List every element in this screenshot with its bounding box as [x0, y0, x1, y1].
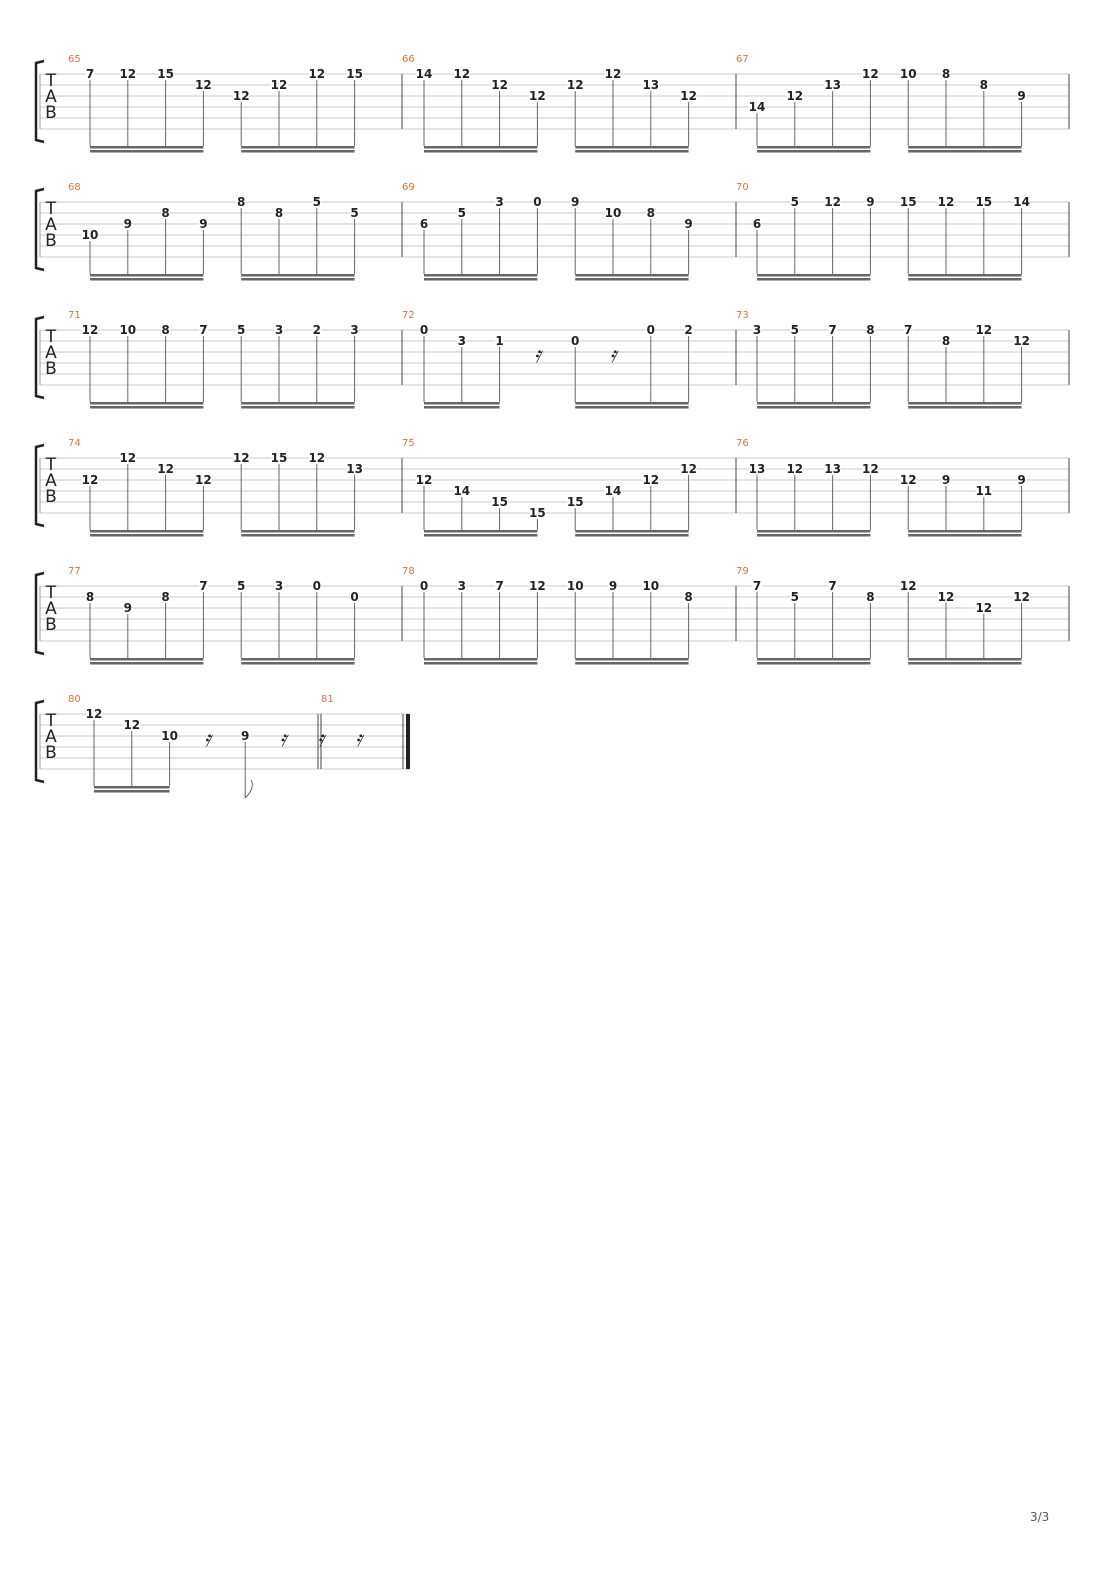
tab-clef-letter: B: [45, 359, 57, 379]
beam: [90, 406, 203, 409]
measure-number: 72: [402, 310, 415, 321]
fret-number: 14: [748, 100, 766, 114]
fret-number: 15: [157, 67, 174, 81]
measure-number: 73: [736, 310, 749, 321]
tab-clef-letter: T: [45, 455, 57, 475]
measure-number: 70: [736, 182, 749, 193]
beam: [241, 406, 354, 409]
fret-number: 12: [680, 89, 697, 103]
measure-number: 71: [68, 310, 81, 321]
beam: [241, 150, 354, 153]
measure-number: 66: [402, 54, 415, 65]
fret-number: 3: [495, 195, 504, 209]
fret-number: 10: [642, 579, 660, 593]
beam: [757, 402, 870, 405]
fret-number: 5: [790, 323, 799, 337]
beam: [575, 278, 688, 281]
beam: [241, 274, 354, 277]
fret-number: 15: [270, 451, 288, 465]
fret-number: 7: [828, 323, 837, 337]
fret-number: 13: [346, 462, 363, 476]
fret-number: 12: [862, 462, 879, 476]
beam: [241, 402, 354, 405]
fret-number: 12: [529, 579, 546, 593]
fret-number: 0: [350, 590, 359, 604]
beam: [757, 406, 870, 409]
fret-number: 12: [81, 473, 99, 487]
fret-number: 9: [1017, 473, 1026, 487]
fret-number: 9: [571, 195, 580, 209]
fret-number: 5: [457, 206, 466, 220]
beam: [424, 658, 537, 661]
fret-number: 8: [161, 206, 170, 220]
fret-number: 13: [824, 462, 841, 476]
fret-number: 9: [684, 217, 693, 231]
beam: [424, 530, 537, 533]
beam: [908, 150, 1021, 153]
beam: [908, 274, 1021, 277]
fret-number: 5: [790, 195, 799, 209]
fret-number: 5: [237, 323, 246, 337]
fret-number: 10: [899, 67, 917, 81]
beam: [90, 278, 203, 281]
sixteenth-rest: 𝄿: [534, 343, 541, 368]
beam: [908, 662, 1021, 665]
fret-number: 12: [862, 67, 879, 81]
fret-number: 8: [161, 323, 170, 337]
fret-number: 12: [81, 323, 99, 337]
fret-number: 3: [350, 323, 359, 337]
measure-number: 79: [736, 566, 749, 577]
fret-number: 12: [232, 451, 250, 465]
fret-number: 12: [1013, 334, 1030, 348]
fret-number: 13: [748, 462, 766, 476]
fret-number: 7: [904, 323, 913, 337]
fret-number: 0: [419, 323, 429, 337]
tab-clef-letter: A: [45, 343, 57, 363]
fret-number: 10: [566, 579, 584, 593]
measure-number: 76: [736, 438, 749, 449]
beam: [424, 278, 537, 281]
beam: [575, 530, 688, 533]
beam: [757, 278, 870, 281]
beam: [757, 534, 870, 537]
fret-number: 9: [123, 601, 132, 615]
beam: [90, 658, 203, 661]
measure-number: 67: [736, 54, 749, 65]
fret-number: 12: [786, 89, 804, 103]
staff-system: [36, 566, 1069, 665]
fret-number: 12: [85, 707, 103, 721]
beam: [90, 662, 203, 665]
fret-number: 8: [866, 323, 875, 337]
fret-number: 12: [529, 89, 546, 103]
sixteenth-rest: 𝄿: [204, 727, 211, 752]
fret-number: 12: [899, 579, 917, 593]
fret-number: 0: [419, 579, 429, 593]
fret-number: 14: [1013, 195, 1030, 209]
beam: [908, 658, 1021, 661]
tab-clef-letter: T: [45, 583, 57, 603]
fret-number: 2: [312, 323, 321, 337]
tab-clef-letter: T: [45, 199, 57, 219]
page-number: 3/3: [1030, 1510, 1050, 1524]
tab-clef-letter: B: [45, 615, 57, 635]
fret-number: 15: [899, 195, 917, 209]
tab-clef-letter: A: [45, 471, 57, 491]
fret-number: 5: [312, 195, 321, 209]
fret-number: 13: [824, 78, 841, 92]
fret-number: 12: [975, 323, 993, 337]
measure-number: 75: [402, 438, 415, 449]
beam: [424, 662, 537, 665]
fret-number: 10: [119, 323, 137, 337]
fret-number: 9: [199, 217, 208, 231]
beam: [424, 534, 537, 537]
beam: [757, 662, 870, 665]
beam: [90, 274, 203, 277]
beam: [90, 150, 203, 153]
tab-clef-letter: A: [45, 727, 57, 747]
staff-system: [36, 310, 1069, 409]
fret-number: 7: [85, 67, 95, 81]
fret-number: 0: [646, 323, 655, 337]
beam: [757, 274, 870, 277]
beam: [908, 530, 1021, 533]
fret-number: 12: [123, 718, 141, 732]
staff-system: [36, 182, 1069, 281]
fret-number: 12: [604, 67, 622, 81]
fret-number: 12: [119, 67, 137, 81]
measure-number: 74: [68, 438, 81, 449]
fret-number: 3: [457, 334, 466, 348]
beam: [575, 662, 688, 665]
fret-number: 7: [199, 579, 208, 593]
beam: [575, 274, 688, 277]
fret-number: 3: [457, 579, 466, 593]
beam: [908, 402, 1021, 405]
beam: [424, 150, 537, 153]
note-flag: [245, 780, 252, 798]
fret-number: 7: [828, 579, 837, 593]
tab-clef-letter: B: [45, 487, 57, 507]
tab-clef-letter: T: [45, 711, 57, 731]
fret-number: 1: [495, 334, 504, 348]
fret-number: 9: [608, 579, 618, 593]
fret-number: 7: [199, 323, 208, 337]
beam: [424, 274, 537, 277]
beam: [241, 658, 354, 661]
fret-number: 8: [941, 334, 951, 348]
tab-clef-letter: A: [45, 599, 57, 619]
fret-number: 14: [415, 67, 433, 81]
fret-number: 15: [491, 495, 508, 509]
beam: [575, 534, 688, 537]
fret-number: 0: [571, 334, 580, 348]
fret-number: 9: [1017, 89, 1026, 103]
fret-number: 10: [161, 729, 178, 743]
beam: [94, 790, 170, 793]
fret-number: 0: [533, 195, 542, 209]
beam: [90, 146, 203, 149]
staff-system: [36, 438, 1069, 537]
tab-clef-letter: A: [45, 87, 57, 107]
fret-number: 14: [604, 484, 622, 498]
fret-number: 8: [866, 590, 875, 604]
beam: [241, 662, 354, 665]
fret-number: 3: [274, 579, 284, 593]
beam: [90, 402, 203, 405]
beam: [575, 402, 688, 405]
fret-number: 12: [680, 462, 697, 476]
tab-clef-letter: T: [45, 71, 57, 91]
fret-number: 6: [752, 217, 762, 231]
beam: [575, 406, 688, 409]
fret-number: 12: [786, 462, 804, 476]
beam: [94, 786, 170, 789]
measure-number: 81: [321, 694, 334, 705]
beam: [241, 146, 354, 149]
fret-number: 8: [941, 67, 951, 81]
fret-number: 15: [346, 67, 363, 81]
final-bar-thick: [406, 714, 410, 769]
fret-number: 9: [866, 195, 875, 209]
fret-number: 12: [937, 195, 955, 209]
measure-number: 65: [68, 54, 81, 65]
tab-clef-letter: B: [45, 743, 57, 763]
beam: [241, 278, 354, 281]
fret-number: 8: [274, 206, 284, 220]
beam: [908, 278, 1021, 281]
tab-clef-letter: B: [45, 231, 57, 251]
fret-number: 12: [937, 590, 955, 604]
fret-number: 2: [684, 323, 693, 337]
fret-number: 8: [684, 590, 693, 604]
staff-system: [36, 694, 410, 798]
fret-number: 8: [85, 590, 95, 604]
fret-number: 7: [752, 579, 762, 593]
fret-number: 12: [195, 473, 212, 487]
fret-number: 10: [604, 206, 622, 220]
measure-number: 69: [402, 182, 415, 193]
beam: [908, 406, 1021, 409]
fret-number: 9: [241, 729, 250, 743]
measure-number: 80: [68, 694, 81, 705]
fret-number: 9: [941, 473, 951, 487]
fret-number: 12: [642, 473, 660, 487]
fret-number: 5: [790, 590, 799, 604]
beam: [575, 658, 688, 661]
measure-number: 78: [402, 566, 415, 577]
beam: [908, 534, 1021, 537]
fret-number: 12: [308, 67, 326, 81]
fret-number: 12: [491, 78, 508, 92]
tab-clef-letter: B: [45, 103, 57, 123]
fret-number: 13: [642, 78, 660, 92]
fret-number: 0: [312, 579, 321, 593]
beam: [90, 534, 203, 537]
tab-clef-letter: T: [45, 327, 57, 347]
fret-number: 9: [123, 217, 132, 231]
beam: [424, 146, 537, 149]
fret-number: 15: [566, 495, 584, 509]
beam: [757, 150, 870, 153]
fret-number: 12: [157, 462, 174, 476]
fret-number: 5: [350, 206, 359, 220]
fret-number: 12: [824, 195, 841, 209]
fret-number: 12: [270, 78, 288, 92]
sixteenth-rest: 𝄿: [279, 727, 287, 752]
fret-number: 8: [979, 78, 988, 92]
beam: [575, 146, 688, 149]
fret-number: 8: [161, 590, 170, 604]
beam: [424, 402, 500, 405]
tab-clef-letter: A: [45, 215, 57, 235]
fret-number: 12: [415, 473, 433, 487]
beam: [908, 146, 1021, 149]
fret-number: 8: [237, 195, 246, 209]
fret-number: 11: [975, 484, 993, 498]
beam: [757, 658, 870, 661]
fret-number: 7: [495, 579, 504, 593]
sixteenth-rest: 𝄿: [355, 727, 362, 752]
measure-number: 68: [68, 182, 81, 193]
fret-number: 15: [529, 506, 546, 520]
sixteenth-rest: 𝄿: [317, 727, 325, 752]
fret-number: 12: [195, 78, 212, 92]
beam: [424, 406, 500, 409]
fret-number: 12: [232, 89, 250, 103]
beam: [575, 150, 688, 153]
fret-number: 3: [274, 323, 284, 337]
beam: [757, 146, 870, 149]
fret-number: 12: [975, 601, 993, 615]
fret-number: 12: [566, 78, 584, 92]
fret-number: 12: [308, 451, 326, 465]
fret-number: 12: [453, 67, 471, 81]
fret-number: 10: [81, 228, 99, 242]
beam: [90, 530, 203, 533]
fret-number: 5: [237, 579, 246, 593]
fret-number: 12: [1013, 590, 1030, 604]
beam: [241, 534, 354, 537]
measure-number: 77: [68, 566, 81, 577]
beam: [757, 530, 870, 533]
beam: [241, 530, 354, 533]
sixteenth-rest: 𝄿: [609, 343, 617, 368]
fret-number: 8: [646, 206, 655, 220]
fret-number: 14: [453, 484, 471, 498]
fret-number: 12: [119, 451, 137, 465]
staff-system: [36, 54, 1069, 153]
fret-number: 6: [419, 217, 429, 231]
fret-number: 12: [899, 473, 917, 487]
fret-number: 3: [752, 323, 762, 337]
fret-number: 15: [975, 195, 993, 209]
